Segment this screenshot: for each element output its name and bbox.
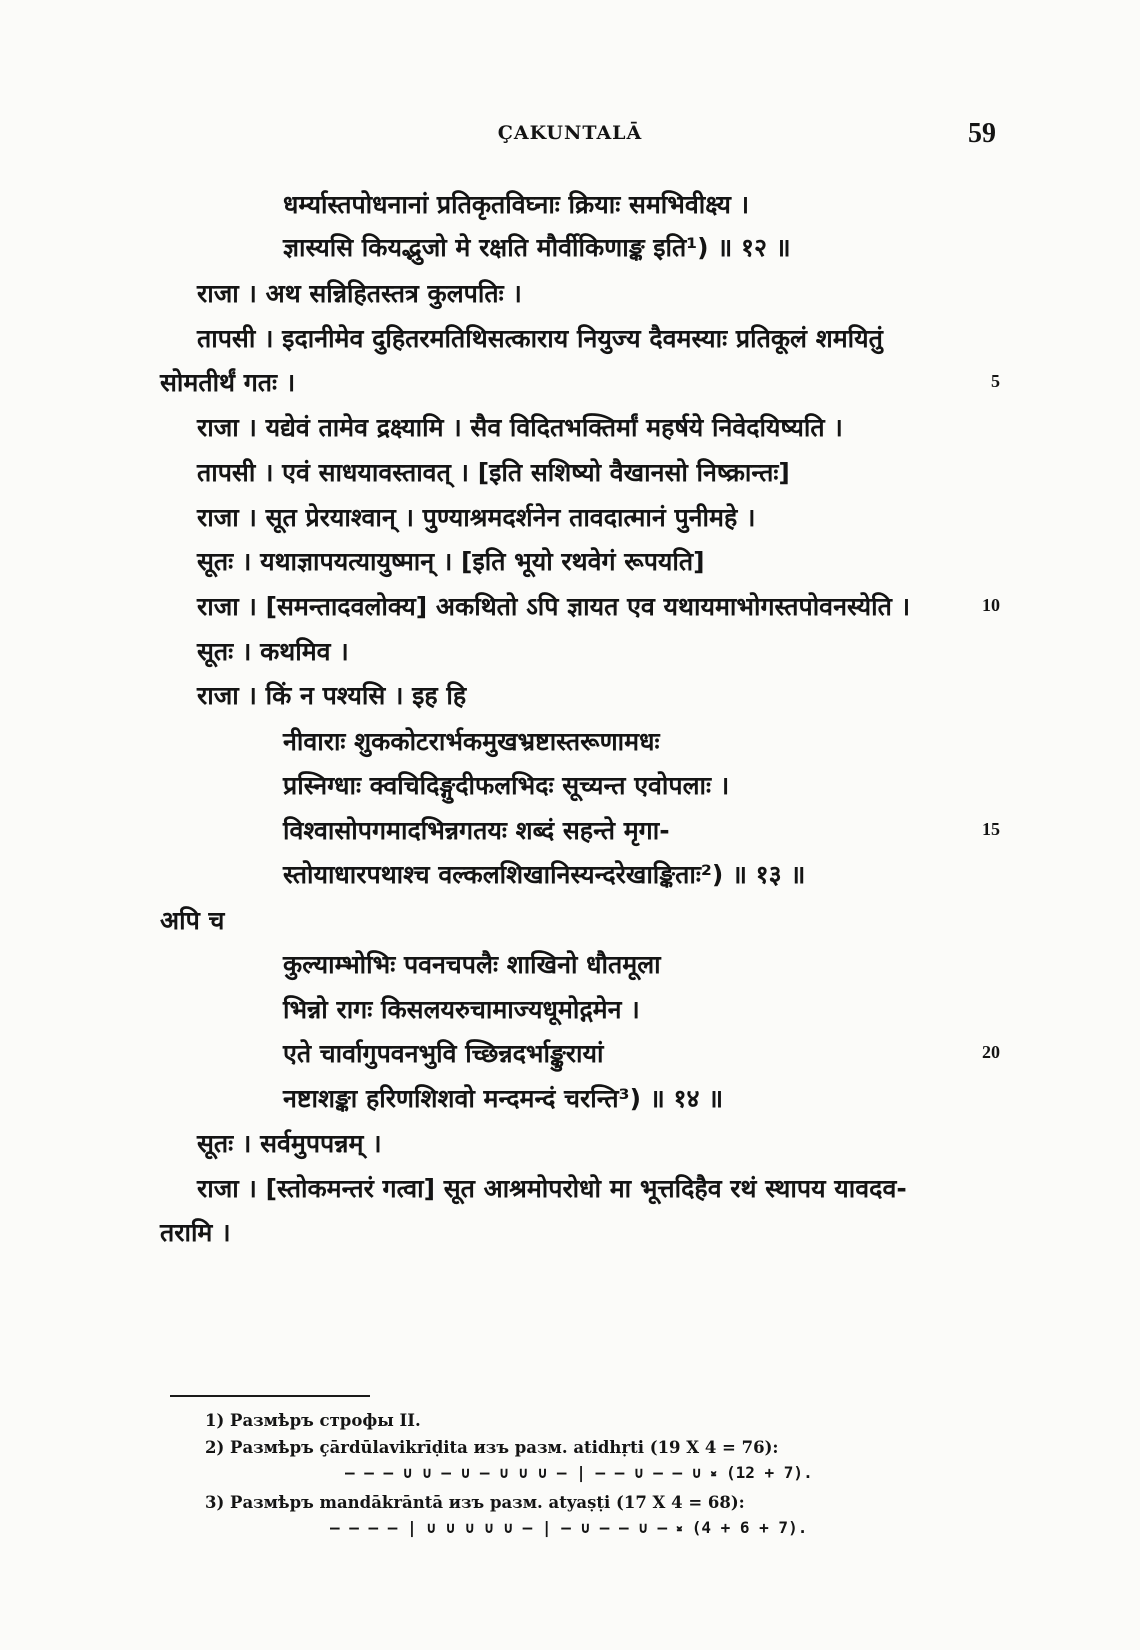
footnote-2: 2) Размѣръ çārdūlavikrīḍita изъ разм. atidhṛti (19 X 4 = 76): (205, 1438, 779, 1457)
verse-line: प्रस्निग्धाः क्वचिदिङ्गुदीफलभिदः सूच्यन्त एवोपलाः । (283, 771, 730, 800)
verse-line: नीवाराः शुककोटरार्भकमुखभ्रष्टास्तरूणामधः (283, 727, 660, 756)
verse-line: स्तोयाधारपथाश्च वल्कलशिखानिस्यन्दरेखाङ्किताः²) ॥ १३ ॥ (283, 860, 806, 889)
running-title: ÇAKUNTALĀ (497, 122, 643, 144)
dialogue-line: राजा । [स्तोकमन्तरं गत्वा] सूत आश्रमोपरोधो मा भूत्तदिहैव रथं स्थापय यावदव- (197, 1174, 907, 1203)
line-number: 15 (982, 819, 1000, 839)
verse-line: भिन्नो रागः किसलयरुचामाज्यधूमोद्गमेन । (283, 995, 640, 1024)
dialogue-line: राजा । सूत प्रेरयाश्वान् । पुण्याश्रमदर्शनेन तावदात्मानं पुनीमहे । (197, 503, 756, 532)
line-number: 5 (991, 371, 1000, 391)
dialogue-line: तापसी । एवं साधयावस्तावत् । [इति सशिष्यो वैखानसो निष्क्रान्तः] (197, 458, 790, 487)
verse-line: कुल्याम्भोभिः पवनचपलैः शाखिनो धौतमूला (283, 950, 661, 979)
verse-line: नष्टाशङ्का हरिणशिशवो मन्दमन्दं चरन्ति³) ॥ १४ ॥ (283, 1084, 724, 1113)
dialogue-line: राजा । किं न पश्यसि । इह हि (197, 681, 467, 710)
footnote-1: 1) Размѣръ строфы II. (205, 1411, 421, 1430)
verse-line: एते चार्वागुपवनभुवि च्छिन्नदर्भाङ्कुरायां (283, 1039, 604, 1068)
dialogue-line: अपि च (160, 906, 225, 935)
verse-line: विश्वासोपगमादभिन्नगतयः शब्दं सहन्ते मृगा- (283, 816, 670, 845)
footnote-3: 3) Размѣръ mandākrāntā изъ разм. atyaṣṭi (17 X 4 = 68): (205, 1493, 745, 1512)
verse-line: ज्ञास्यसि कियद्भुजो मे रक्षति मौर्वीकिणाङ्क इति¹) ॥ १२ ॥ (283, 233, 791, 262)
dialogue-line: राजा । अथ सन्निहितस्तत्र कुलपतिः । (197, 279, 522, 308)
line-number: 10 (982, 595, 1000, 615)
dialogue-line: सूतः । यथाज्ञापयत्यायुष्मान् । [इति भूयो रथवेगं रूपयति] (197, 547, 705, 576)
dialogue-line: राजा । यद्येवं तामेव द्रक्ष्यामि । सैव विदितभक्तिर्मां महर्षये निवेदयिष्यति । (197, 413, 843, 442)
footnote-2-meter: – – – ∪ ∪ – ∪ – ∪ ∪ ∪ – | – – ∪ – – ∪ ⏓ (12 + 7). (345, 1463, 813, 1482)
dialogue-line: तरामि । (160, 1218, 231, 1247)
dialogue-line: राजा । [समन्तादवलोक्य] अकथितो ऽपि ज्ञायत एव यथायमाभोगस्तपोवनस्येति । (197, 592, 911, 621)
dialogue-line: सूतः । कथमिव । (197, 637, 349, 666)
line-number: 20 (982, 1042, 1000, 1062)
dialogue-line: तापसी । इदानीमेव दुहितरमतिथिसत्काराय नियुज्य दैवमस्याः प्रतिकूलं शमयितुं (197, 324, 883, 353)
verse-line: धर्म्यास्तपोधनानां प्रतिकृतविघ्नाः क्रियाः समभिवीक्ष्य । (283, 190, 750, 219)
dialogue-line: सूतः । सर्वमुपपन्नम् । (197, 1129, 382, 1158)
footnote-rule (170, 1395, 370, 1397)
dialogue-line: सोमतीर्थं गतः । (160, 368, 296, 397)
footnote-3-meter: – – – – | ∪ ∪ ∪ ∪ ∪ – | – ∪ – – ∪ – ⏓ (4 + 6 + 7). (330, 1518, 808, 1537)
page-number: 59 (968, 118, 996, 149)
